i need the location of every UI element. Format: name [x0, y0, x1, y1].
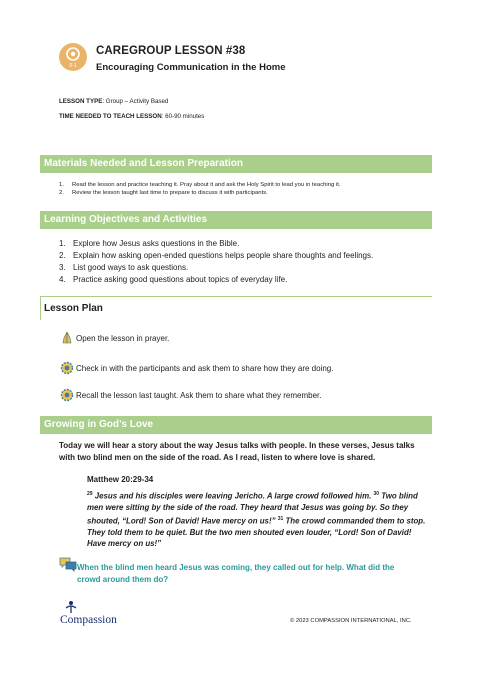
praying-hands-icon — [60, 331, 74, 345]
lesson-type-value: : Group – Activity Based — [102, 98, 169, 105]
lesson-plan-heading: Lesson Plan — [44, 303, 103, 314]
verse-text: The crowd commanded them to stop. They told them to be quiet. But the two men shouted even louder, “Lord! Son of David! Have mercy on us!” — [87, 516, 426, 549]
list-item: 1. Explore how Jesus asks questions in the Bible. — [59, 239, 240, 248]
materials-list — [59, 182, 341, 198]
page-title: CAREGROUP LESSON #38 — [96, 45, 246, 57]
caregroup-logo-icon — [59, 43, 87, 71]
materials-heading: Materials Needed and Lesson Preparation — [40, 155, 432, 173]
svg-text:0-1: 0-1 — [69, 63, 77, 69]
list-item: 3. List good ways to ask questions. — [59, 263, 189, 272]
verse-number: 30 — [373, 491, 380, 497]
list-item: 4. Practice asking good questions about topics of everyday life. — [59, 275, 288, 284]
scripture-passage — [87, 489, 427, 550]
footer-brand: Compassion — [60, 614, 117, 626]
list-item: 2. Explain how asking open-ended questions helps people share thoughts and feelings. — [59, 251, 374, 260]
compassion-logo-icon — [64, 600, 78, 614]
objectives-list — [59, 238, 373, 286]
growing-heading: Growing in God’s Love — [40, 416, 432, 434]
speech-bubbles-icon — [59, 556, 77, 572]
lesson-step: Check in with the participants and ask them to share how they are doing. — [60, 361, 333, 375]
verse-number: 31 — [277, 515, 284, 522]
verse-number: 29 — [87, 491, 93, 497]
lesson-intro: Today we will hear a story about the way Jesus talks with people. In these verses, Jesus talks with two blind men on the side of the road. As I read, listen to where love is shared. — [59, 441, 415, 462]
time-needed — [59, 113, 204, 120]
scripture-reference: Matthew 20:29-34 — [87, 475, 154, 484]
verse-text: Two blind men were sitting by the side of the road. They heard that Jesus was going by. So they shouted, “Lord! Son of David! Have mercy on us!” — [87, 491, 418, 526]
list-item: 1. Read the lesson and practice teaching it. Pray about it and ask the Holy Spirit to lead you in teaching it. — [59, 182, 341, 188]
list-item: 2. Review the lesson taught last time to prepare to discuss it with participants. — [59, 190, 268, 197]
lesson-step: Recall the lesson last taught. Ask them to share what they remember. — [60, 388, 321, 402]
objectives-heading: Learning Objectives and Activities — [40, 211, 432, 229]
discussion-question: When the blind men heard Jesus was coming, they called out for help. What did the crowd around them do? — [77, 563, 395, 584]
page-subtitle: Encouraging Communication in the Home — [96, 62, 286, 73]
time-needed-value: : 60-90 minutes — [161, 113, 205, 120]
sun-gear-icon — [60, 361, 74, 375]
sun-gear-icon — [60, 388, 74, 402]
lesson-type — [59, 98, 168, 105]
copyright: © 2023 COMPASSION INTERNATIONAL, INC. — [290, 618, 412, 624]
time-needed-label: TIME NEEDED TO TEACH LESSON — [59, 113, 162, 120]
lesson-step: Open the lesson in prayer. — [60, 331, 169, 345]
lesson-type-label: LESSON TYPE — [59, 98, 103, 105]
verse-text: Jesus and his disciples were leaving Jericho. A large crowd followed him. — [92, 491, 374, 501]
